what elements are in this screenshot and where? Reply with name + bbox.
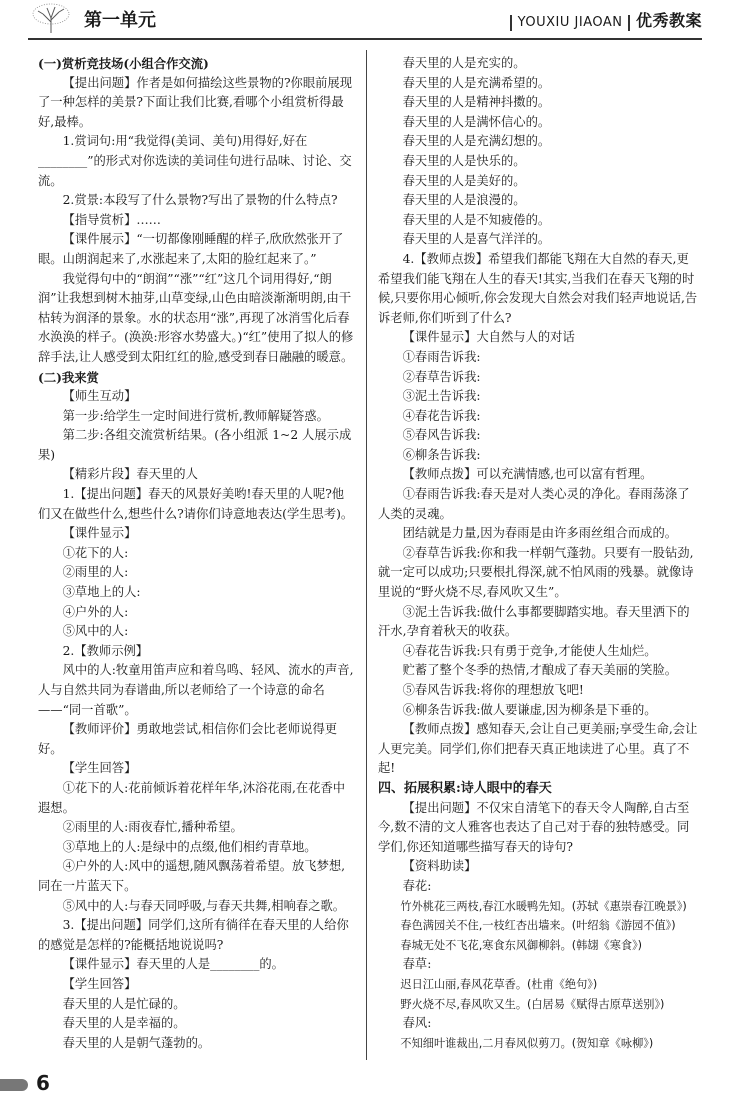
right-paragraph: 春天里的人是不知疲倦的。 bbox=[402, 212, 551, 227]
left-paragraph: 春天里的人是朝气蓬勃的。 bbox=[62, 1035, 211, 1050]
left-paragraph: 第一步:给学生一定时间进行赏析,教师解疑答惑。 bbox=[62, 408, 329, 423]
right-paragraph: ②春草告诉我:你和我一样朝气蓬勃。只要有一股钻劲,就一定可以成功;只要根扎得深,就不怕风雨的残暴。就像诗里说的“野火烧不尽,春风吹又生”。 bbox=[378, 545, 694, 600]
page-header bbox=[0, 0, 730, 36]
right-paragraph: ②春草告诉我: bbox=[402, 369, 481, 384]
right-paragraph: 不知细叶谁裁出,二月春风似剪刀。(贺知章《咏柳》) bbox=[400, 1036, 654, 1050]
right-paragraph: 春花: bbox=[402, 878, 432, 893]
left-paragraph: 【课件显示】春天里的人是________的。 bbox=[62, 957, 284, 972]
unit-title: 第一单元 bbox=[84, 10, 156, 31]
left-paragraph: 【教师评价】勇敢地尝试,相信你们会比老师说得更好。 bbox=[38, 722, 338, 756]
right-paragraph: 春天里的人是充满希望的。 bbox=[402, 75, 551, 90]
left-paragraph: 春天里的人是幸福的。 bbox=[62, 1016, 186, 1031]
brand-separator bbox=[510, 15, 512, 31]
right-paragraph: 贮蓄了整个冬季的热情,才酿成了春天美丽的笑脸。 bbox=[402, 663, 678, 678]
right-paragraph: ⑥柳条告诉我: bbox=[402, 447, 481, 462]
left-paragraph: 3.【提出问题】同学们,这所有徜徉在春天里的人给你的感觉是怎样的?能概括地说说吗? bbox=[38, 918, 349, 952]
left-paragraph: 【提出问题】作者是如何描绘这些景物的?你眼前展现了一种怎样的美景?下面让我们比赛,看哪个小组赏析得最好,最棒。 bbox=[38, 75, 353, 129]
right-paragraph: ③泥土告诉我: bbox=[402, 389, 481, 404]
right-paragraph: 野火烧不尽,春风吹又生。(白居易《赋得古原草送别》) bbox=[400, 997, 665, 1011]
right-paragraph: 【提出问题】不仅宋自清笔下的春天令人陶醉,自古至今,数不清的文人雅客也表达了自己对于春的独特感受。同学们,你还知道哪些描写春天的诗句? bbox=[378, 800, 690, 854]
right-paragraph: ①春雨告诉我:春天是对人类心灵的净化。春雨荡涤了人类的灵魂。 bbox=[378, 487, 690, 521]
right-paragraph: 【资料助读】 bbox=[402, 859, 477, 874]
page-tab-marker bbox=[0, 1079, 28, 1091]
right-paragraph: ④春花告诉我:只有勇于竞争,才能使人生灿烂。 bbox=[402, 643, 657, 658]
right-paragraph: 4.【教师点拨】希望我们都能飞翔在大自然的春天,更希望我们能飞翔在人生的春天!其实,当我们在春天飞翔的时候,只要你用心倾听,你会发现大自然会对我们轻声地说话,告诉老师,你们听到了什么? bbox=[378, 251, 698, 325]
right-paragraph: 春天里的人是喜气洋洋的。 bbox=[402, 232, 551, 247]
right-paragraph: 春城无处不飞花,寒食东风御柳斜。(韩翃《寒食》) bbox=[400, 938, 643, 952]
right-paragraph: 竹外桃花三两枝,春江水暖鸭先知。(苏轼《惠崇春江晚景》) bbox=[400, 899, 687, 913]
left-paragraph: 2.赏景:本段写了什么景物?写出了景物的什么特点? bbox=[62, 193, 338, 208]
right-paragraph: 春天里的人是浪漫的。 bbox=[402, 193, 526, 208]
left-paragraph: 风中的人:牧童用笛声应和着鸟鸣、轻风、流水的声音,人与自然共同为春谱曲,所以老师给了一个诗意的命名——“同一首歌”。 bbox=[38, 663, 354, 717]
left-paragraph: ④户外的人: bbox=[62, 604, 129, 619]
left-paragraph: 2.【教师示例】 bbox=[62, 643, 149, 658]
left-paragraph: (一)赏析竞技场(小组合作交流) bbox=[38, 56, 209, 71]
right-paragraph: 【课件显示】大自然与人的对话 bbox=[402, 330, 575, 345]
left-paragraph: 第二步:各组交流赏析结果。(各小组派 1~2 人展示成果) bbox=[38, 428, 352, 462]
right-paragraph: 春天里的人是美好的。 bbox=[402, 173, 526, 188]
left-paragraph: 1.赏词句:用“我觉得(美词、美句)用得好,好在________”的形式对你选读的美词佳句进行品味、讨论、交流。 bbox=[38, 134, 352, 188]
right-paragraph: 春天里的人是快乐的。 bbox=[402, 153, 526, 168]
left-paragraph: ③草地上的人: bbox=[62, 585, 141, 600]
page-number: 6 bbox=[36, 1071, 50, 1095]
right-paragraph: 春天里的人是充满幻想的。 bbox=[402, 134, 551, 149]
left-paragraph: (二)我来赏 bbox=[38, 369, 99, 385]
left-paragraph: 【指导赏析】…… bbox=[62, 212, 161, 227]
right-paragraph: 【教师点拨】可以充满情感,也可以富有哲理。 bbox=[402, 467, 653, 482]
brand-chinese: 优秀教案 bbox=[635, 11, 702, 30]
left-paragraph: ①花下的人:花前倾诉着花样年华,沐浴花雨,在花香中遐想。 bbox=[38, 780, 346, 815]
left-paragraph: 【课件显示】 bbox=[62, 526, 137, 541]
right-paragraph: 春风: bbox=[402, 1016, 432, 1031]
left-paragraph: ①花下的人: bbox=[62, 545, 129, 560]
right-paragraph: ③泥土告诉我:做什么事都要脚踏实地。春天里洒下的汗水,孕育着秋天的收获。 bbox=[378, 604, 690, 639]
left-paragraph: 【精彩片段】春天里的人 bbox=[62, 467, 198, 482]
brand-separator bbox=[628, 15, 630, 31]
left-paragraph: 我觉得句中的“朗润”“涨”“红”这几个词用得好,“朗润”让我想到树木抽芽,山草变绿,山色由暗淡渐渐明朗,由干枯转为润泽的景象。水的状态用“涨”,再现了冰消雪化后春水涣涣的样子。(涣涣:形容水势盛大。)“红”使用了拟人的修辞手法,让人感受到太阳红红的脸,感受到春日融融的暖意。 bbox=[38, 271, 354, 364]
left-paragraph: 【课件展示】“一切都像刚睡醒的样子,欣欣然张开了眼。山朗润起来了,水涨起来了,太阳的脸红起来了。” bbox=[38, 232, 344, 266]
right-paragraph: ⑥柳条告诉我:做人要谦虚,因为柳条是下垂的。 bbox=[402, 702, 657, 717]
right-paragraph: ⑤春风告诉我: bbox=[402, 428, 481, 443]
left-paragraph: 【学生回答】 bbox=[62, 761, 137, 776]
column-divider bbox=[366, 50, 367, 1060]
right-paragraph: ⑤春风告诉我:将你的理想放飞吧! bbox=[402, 683, 584, 697]
header-rule bbox=[28, 38, 702, 40]
right-paragraph: 春色满园关不住,一枝红杏出墙来。(叶绍翁《游园不值》) bbox=[400, 919, 676, 933]
left-paragraph: ③草地上的人:是绿中的点缀,他们相约青草地。 bbox=[62, 839, 317, 854]
left-paragraph: ②雨里的人: bbox=[62, 565, 129, 580]
right-paragraph: ④春花告诉我: bbox=[402, 408, 481, 423]
left-paragraph: ②雨里的人:雨夜春忙,播种希望。 bbox=[62, 820, 243, 835]
left-paragraph: ⑤风中的人:与春天同呼吸,与春天共舞,相响春之歌。 bbox=[62, 898, 346, 913]
right-paragraph: 四、拓展积累:诗人眼中的春天 bbox=[378, 780, 552, 796]
left-paragraph: 1.【提出问题】春天的风景好美哟!春天里的人呢?他们又在做些什么,想些什么?请你们诗意地表达(学生思考)。 bbox=[38, 487, 354, 521]
left-paragraph: 春天里的人是忙碌的。 bbox=[62, 996, 186, 1011]
right-paragraph: 春天里的人是精神抖擞的。 bbox=[402, 95, 551, 110]
right-paragraph: 团结就是力量,因为春雨是由许多雨丝组合而成的。 bbox=[402, 526, 678, 541]
left-column bbox=[38, 54, 354, 1053]
right-paragraph: 【教师点拨】感知春天,会让自己更美丽;享受生命,会让人更完美。同学们,你们把春天真正地读进了心里。真了不起! bbox=[378, 722, 698, 776]
brand bbox=[504, 8, 702, 31]
page-footer bbox=[0, 1069, 730, 1099]
left-paragraph: ⑤风中的人: bbox=[62, 624, 129, 639]
right-paragraph: 春天里的人是充实的。 bbox=[402, 56, 526, 70]
right-paragraph: ①春雨告诉我: bbox=[402, 349, 481, 364]
right-paragraph: 春天里的人是满怀信心的。 bbox=[402, 114, 551, 129]
brand-latin: YOUXIU JIAOAN bbox=[517, 15, 623, 30]
left-paragraph: 【学生回答】 bbox=[62, 976, 137, 991]
right-paragraph: 迟日江山丽,春风花草香。(杜甫《绝句》) bbox=[400, 977, 598, 991]
right-column bbox=[378, 54, 698, 1053]
tree-logo-icon bbox=[30, 2, 72, 34]
right-paragraph: 春草: bbox=[402, 957, 432, 972]
left-paragraph: 【师生互动】 bbox=[62, 389, 137, 404]
left-paragraph: ④户外的人:风中的遥想,随风飘荡着希望。放飞梦想,同在一片蓝天下。 bbox=[38, 859, 346, 893]
